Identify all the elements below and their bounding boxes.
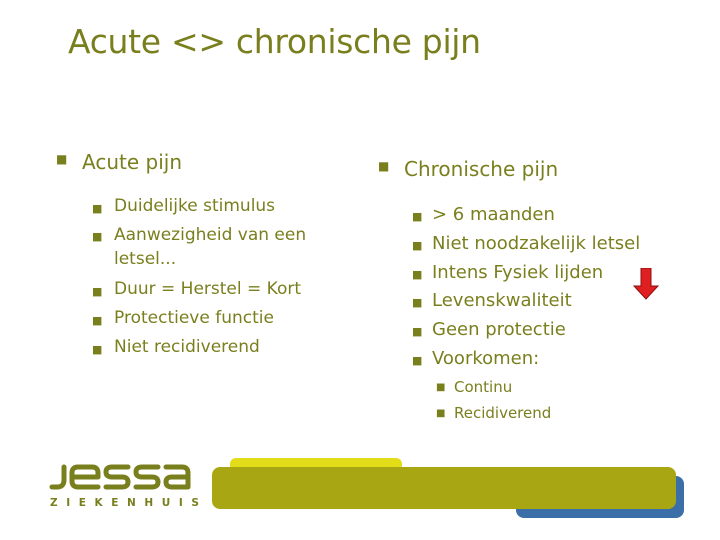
square-bullet-icon: ■ <box>412 238 423 252</box>
square-bullet-icon: ■ <box>56 152 68 167</box>
square-bullet-icon: ■ <box>412 267 423 281</box>
square-bullet-icon: ■ <box>92 343 103 356</box>
chronic-list <box>378 201 668 426</box>
slide-title: Acute <> chronische pijn <box>68 22 481 61</box>
square-bullet-icon: ■ <box>378 159 390 174</box>
square-bullet-icon: ■ <box>92 230 103 243</box>
square-bullet-icon: ■ <box>412 296 423 310</box>
square-bullet-icon: ■ <box>92 285 103 298</box>
jessa-logo <box>48 462 208 512</box>
list-item: ■ Duur = Herstel = Kort <box>78 275 326 304</box>
acute-column <box>56 150 326 362</box>
sub-list-item: ■ Recidiverend <box>396 400 668 426</box>
sub-list-item: ■ Continu <box>396 374 668 400</box>
decor-band-olive <box>212 467 676 509</box>
list-item: ■ Voorkomen: <box>396 345 668 374</box>
square-bullet-icon: ■ <box>436 381 446 393</box>
list-item: ■ Duidelijke stimulus <box>78 192 326 221</box>
list-item: ■ Intens Fysiek lijden <box>396 259 668 288</box>
acute-heading <box>56 150 326 174</box>
square-bullet-icon: ■ <box>412 210 423 223</box>
square-bullet-icon: ■ <box>412 325 423 339</box>
jessa-wordmark-icon <box>48 462 193 490</box>
square-bullet-icon: ■ <box>92 314 103 327</box>
list-item: ■ Niet noodzakelijk letsel <box>396 230 668 259</box>
list-item: ■ Levenskwaliteit <box>396 287 668 316</box>
list-item: ■ Aanwezigheid van een letsel... <box>92 225 307 269</box>
chronic-heading-label: Chronische pijn <box>404 157 559 181</box>
chronic-column <box>378 157 668 426</box>
square-bullet-icon: ■ <box>412 353 423 367</box>
acute-list <box>56 192 326 362</box>
acute-heading-label: Acute pijn <box>82 150 182 174</box>
square-bullet-icon: ■ <box>92 202 103 215</box>
logo-subtitle: ZIEKENHUIS <box>50 497 208 509</box>
list-item: ■ Niet recidiverend <box>78 333 326 362</box>
square-bullet-icon: ■ <box>436 407 446 419</box>
red-down-arrow-icon <box>633 268 659 300</box>
list-item: ■ Geen protectie <box>396 316 668 345</box>
chronic-heading <box>378 157 668 181</box>
list-item: ■ Protectieve functie <box>78 304 326 333</box>
list-item: ■ > 6 maanden <box>396 201 668 230</box>
